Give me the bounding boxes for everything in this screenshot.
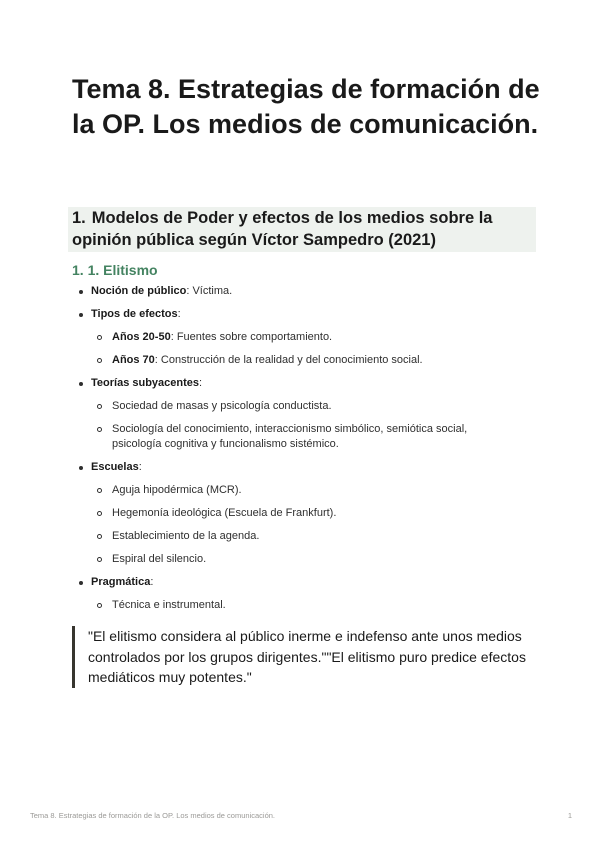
sub-item-label: Años 70 <box>112 354 155 366</box>
section-heading <box>68 207 536 252</box>
sub-list-item <box>91 598 502 613</box>
sub-list <box>91 399 502 452</box>
sub-list-item <box>91 330 502 345</box>
sub-list-item <box>91 353 502 368</box>
sub-item-text: Aguja hipodérmica (MCR). <box>112 484 242 496</box>
item-label: Tipos de efectos <box>91 308 178 320</box>
sub-list-item <box>91 483 502 498</box>
sub-list <box>91 598 502 613</box>
sub-item-text: Hegemonía ideológica (Escuela de Frankfurt). <box>112 507 337 519</box>
section-heading-text: Modelos de Poder y efectos de los medios sobre la opinión pública según Víctor Sampedro (2021) <box>72 209 493 249</box>
item-text: : <box>177 308 181 320</box>
sub-list-item <box>91 399 502 414</box>
sub-item-label: Años 20-50 <box>112 331 171 343</box>
page-title: Tema 8. Estrategias de formación de la OP. Los medios de comunicación. <box>72 74 540 139</box>
list-item <box>72 284 502 299</box>
item-label: Teorías subyacentes <box>91 377 200 389</box>
sub-item-text: Sociología del conocimiento, interaccionismo simbólico, semiótica social, psicología cognitiva y funcionalismo sistémico. <box>112 423 468 450</box>
sub-item-text: Espiral del silencio. <box>112 553 207 565</box>
list-item <box>72 307 502 368</box>
list-item <box>72 376 502 452</box>
sub-list-item <box>91 422 502 452</box>
item-label: Escuelas <box>91 461 139 473</box>
subsection-heading: 1. 1. Elitismo <box>72 262 158 278</box>
bullet-list <box>72 284 502 621</box>
page-number: 1 <box>567 811 572 820</box>
sub-list-item <box>91 552 502 567</box>
item-text: : <box>150 576 154 588</box>
sub-item-text: Técnica e instrumental. <box>112 599 226 611</box>
item-text: : <box>199 377 203 389</box>
section-number: 1. <box>72 209 86 227</box>
item-text: : Víctima. <box>186 285 233 297</box>
sub-item-text: Sociedad de masas y psicología conductista. <box>112 400 332 412</box>
sub-list <box>91 483 502 567</box>
list-item <box>72 575 502 613</box>
blockquote: "El elitismo considera al público inerme e indefenso ante unos medios controlados por los grupos dirigentes.""El elitismo puro predice efectos mediáticos muy potentes." <box>72 626 528 688</box>
item-label: Pragmática <box>91 576 151 588</box>
list-item <box>72 460 502 567</box>
sub-list-item <box>91 529 502 544</box>
sub-item-text: Establecimiento de la agenda. <box>112 530 260 542</box>
sub-list <box>91 330 502 368</box>
item-text: : <box>138 461 142 473</box>
sub-list-item <box>91 506 502 521</box>
sub-item-text: : Fuentes sobre comportamiento. <box>170 331 333 343</box>
item-label: Noción de público <box>91 285 187 297</box>
sub-item-text: : Construcción de la realidad y del conocimiento social. <box>154 354 423 366</box>
footer-title: Tema 8. Estrategias de formación de la OP. Los medios de comunicación. <box>30 811 275 820</box>
